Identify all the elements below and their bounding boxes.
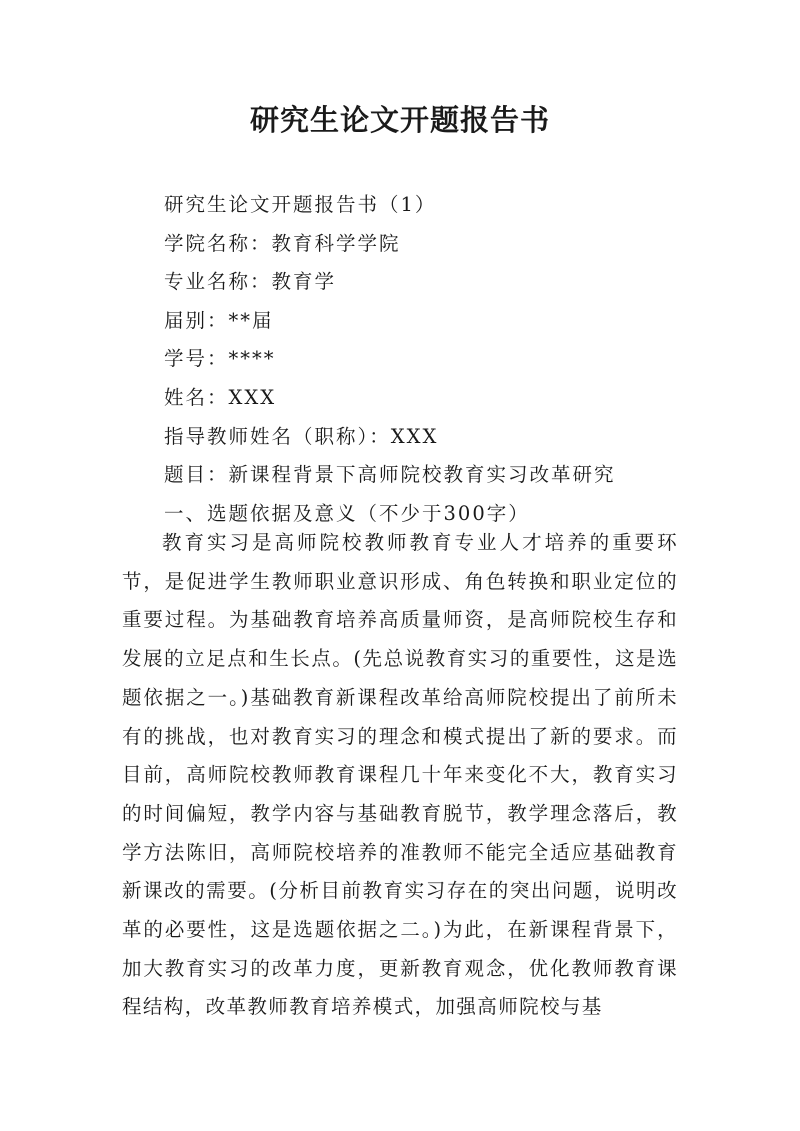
- student-id-line: 学号：****: [164, 347, 276, 371]
- class-year-line: 届别：**届: [164, 308, 274, 332]
- meta-list: [164, 186, 616, 533]
- advisor-line: 指导教师姓名（职称）：XXX: [164, 424, 439, 448]
- document-title: 研究生论文开题报告书: [249, 103, 550, 137]
- report-heading-line: 研究生论文开题报告书（1）: [164, 193, 437, 216]
- body-paragraph: 教育实习是高师院校教师教育专业人才培养的重要环节，是促进学生教师职业意识形成、角色转换和职业定位的重要过程。为基础教育培养高质量师资，是高师院校生存和发展的立足点和生长点。(先总说教育实习的重要性，这是选题依据之一。)基础教育新课程改革给高师院校提出了前所未有的挑战，也对教育实习的理念和模式提出了新的要求。而目前，高师院校教师教育课程几十年来变化不大，教育实习的时间偏短，教学内容与基础教育脱节，教学理念落后，教学方法陈旧，高师院校培养的准教师不能完全适应基础教育新课改的需要。(分析目前教育实习存在的突出问题，说明改革的必要性，这是选题依据之二。)为此，在新课程背景下，加大教育实习的改革力度，更新教育观念，优化教师教育课程结构，改革教师教育培养模式，加强高师院校与基: [122, 531, 678, 1019]
- student-name-line: 姓名：XXX: [164, 385, 277, 409]
- college-name-line: 学院名称：教育科学学院: [164, 231, 401, 255]
- topic-line: 题目：新课程背景下高师院校教育实习改革研究: [164, 463, 616, 487]
- major-name-line: 专业名称：教育学: [164, 270, 337, 294]
- section-heading: 一、选题依据及意义（不少于300字）: [164, 501, 530, 525]
